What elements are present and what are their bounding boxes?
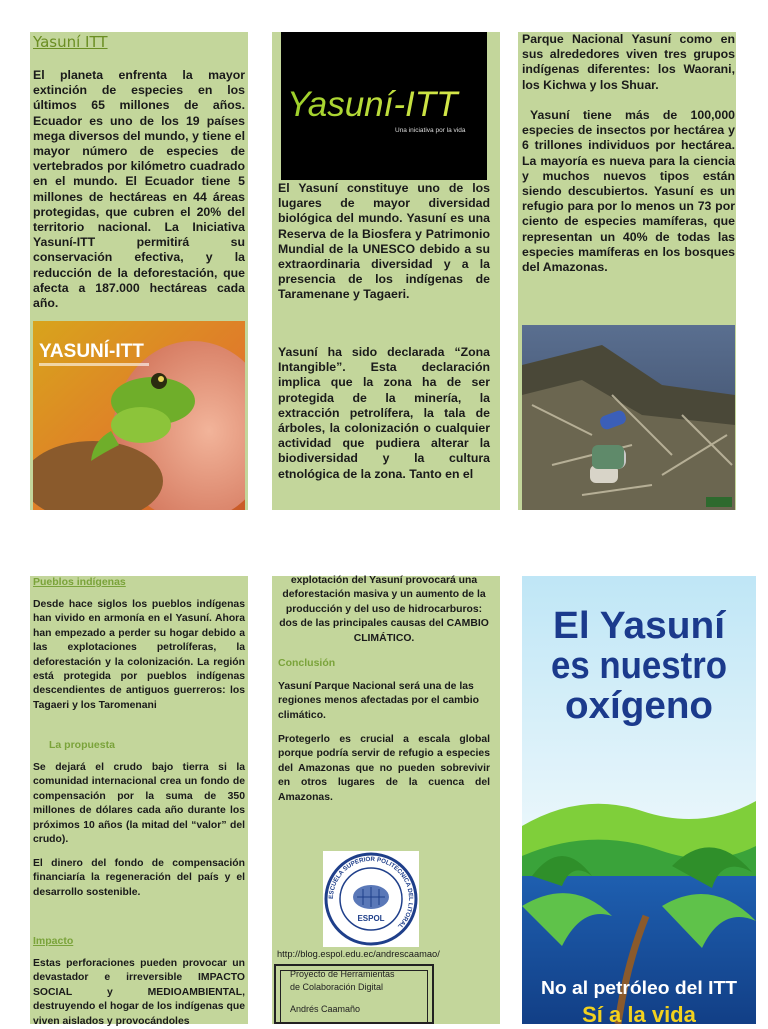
propuesta-paragraph: Se dejará el crudo bajo tierra si la comunidad internacional crea un fondo de compensación por la suma de 350 millones de dólares cada año durante los próximos 10 años (la mitad del “valor” del crudo). [33,762,245,846]
cover-poster [522,576,756,1024]
espol-seal [323,851,419,947]
heading-la-propuesta: La propuesta [49,739,115,751]
conclusion-paragraph-1: Yasuní Parque Nacional será una de las regiones menos afectadas por el cambio climático. [278,681,479,721]
logo-tagline: Una iniciativa por la vida [395,127,466,134]
heading-conclusion: Conclusión [278,657,336,669]
cover-slogan-1: No al petróleo del ITT [541,978,738,998]
seal-ring-text: ESCUELA SUPERIOR POLITÉCNICA DEL LITORAL [327,855,415,930]
indigenous-groups-paragraph: Parque Nacional Yasuní como en sus alrededores viven tres grupos indígenas diferentes: los Waorani, los Kichwa y los Shuar. [522,32,735,92]
logo-wordmark: Yasuní-ITT [287,85,458,124]
biodiversity-paragraph: El Yasuní constituye uno de los lugares de mayor diversidad biológica del mundo. Yasuní es una Reserva de la Biosfera y Patrimonio Mundial de la UNESCO debido a su extraordinaria diversidad y a la presencia de los indígenas de Taramenane y Tagaeri. [278,181,490,302]
cover-line-3: oxígeno [565,685,713,727]
yasuni-itt-logo [281,32,487,180]
credits-line-1: Proyecto de Herramientas [290,969,395,979]
intangible-zone-paragraph: Yasuní ha sido declarada “Zona Intangible”. Esta declaración implica que la zona ha de ser protegida de la minería, la extracción petrolífera, la tala de árboles, la colonización o cualquier actividad que pudiera alterar la biodiversidad y la cultura etnológica de la zona. Tanto en el [278,345,490,481]
cambio-climatico-paragraph: explotación del Yasuní provocará una deforestación masiva y un aumento de la producción y del uso de hidrocarburos: dos de las principales causas del CAMBIO CLIMÁTICO. [279,575,489,644]
document-title: Yasuní ITT [33,33,108,51]
heading-pueblos-indigenas: Pueblos indígenas [33,576,126,588]
photo-logo-text: YASUNÍ-ITT [39,341,144,362]
conclusion-paragraph-2: Protegerlo es crucial a escala global porque podría servir de refugio a especies del Amazonas que no pueden sobrevivir en otros lugares de la cuenca del Amazonas. [278,734,490,803]
cover-line-2: es nuestro [551,645,727,687]
cover-line-1: El Yasuní [553,605,727,647]
fondo-paragraph: El dinero del fondo de compensación financiaría la regeneración del país y el desarrollo sostenible. [33,858,245,898]
credits-box [274,964,434,1024]
pueblos-paragraph: Desde hace siglos los pueblos indígenas han vivido en armonía en el Yasuní. Ahora han empezado a perder su hogar debido a las explotaciones petrolíferas, la deforestación y la colonización. La región está protegida por pueblos indígenas descendientes de antiguos guerreros: los Tagaeri y los Taromenani [33,599,245,711]
cover-slogan-2: Sí a la vida [582,1002,696,1024]
intro-paragraph: El planeta enfrenta la mayor extinción de especies en los últimos 65 millones de años. Ecuador es uno de los 19 países mega diversos del mundo, y tiene el mayor número de especies de vertebrados por kilómetro cuadrado en el mundo. El Ecuador tiene 5 millones de hectáreas en 44 áreas protegidas, que cubren el 20% del territorio nacional. La Iniciativa Yasuní-ITT permitirá su conservación efectiva, y la reducción de la deforestación, que afecta a 187.000 hectáreas cada año. [33,68,245,311]
seal-name: ESPOL [357,914,385,923]
blog-url[interactable]: http://blog.espol.edu.ec/andrescaamao/ [277,949,440,959]
polluted-river-photo [522,325,735,510]
heading-impacto: Impacto [33,935,74,947]
credits-line-3: Andrés Caamaño [290,1004,361,1014]
species-paragraph: Yasuní tiene más de 100,000 especies de insectos por hectárea y 6 trillones individuos por hectárea. La mayoría es nueva para la ciencia y muchos nuevos tipos están siendo descubiertos. Yasuní es un refugio para por lo menos un 73 por ciento de especies mamíferas, que representan un 40% de todas las especies mamíferas en los bosques del Amazonas. [522,108,735,275]
frog-photo [33,321,245,510]
impacto-paragraph: Estas perforaciones pueden provocar un devastador e irreversible IMPACTO SOCIAL y MEDIOAMBIENTAL, destruyendo el hogar de los indígenas que viven aislados y provocándoles [33,958,245,1027]
credits-line-2: de Colaboración Digital [290,982,384,992]
